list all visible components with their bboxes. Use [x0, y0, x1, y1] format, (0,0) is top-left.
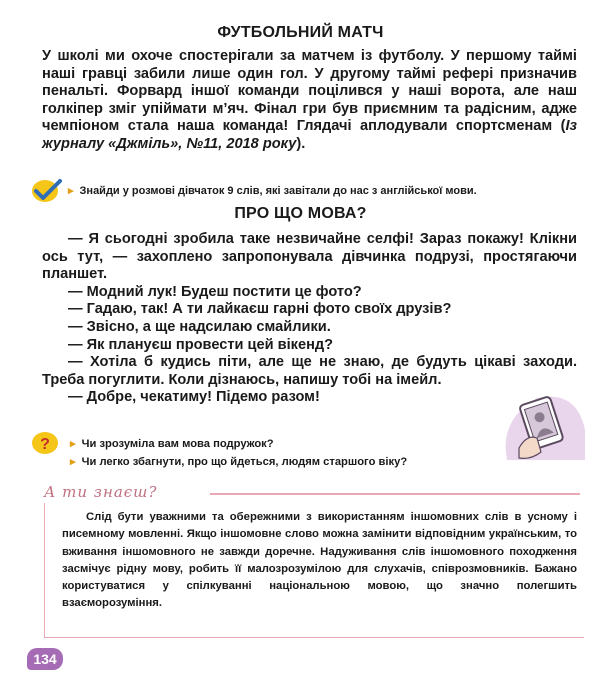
- dialogue-line: — Модний лук! Будеш постити це фото?: [68, 283, 362, 300]
- question-text: Чи легко збагнути, про що йдеться, людям старшого віку?: [81, 456, 408, 468]
- tablet-illustration: [497, 390, 587, 462]
- task-find-words-text: Знайди у розмові дівчаток 9 слів, які завітали до нас з англійської мови.: [79, 185, 477, 197]
- svg-text:?: ?: [40, 436, 50, 453]
- did-you-know-text: Слід бути уважними та обережними з використанням іншомовних слів в усному і писемному мовленні. Якщо іншомовне слово можна замінити відповідним українським, то вживання іншомовного не завжди доречне. Надуживання слів іншомовного походження засмічує рідну мову, робить її малозрозумілою для слухачів, співрозмовників. Бажано користуватися у спілкуванні національною мовою, що значно полегшить взаєморозуміння.: [62, 511, 577, 610]
- task-find-words: [68, 184, 477, 197]
- did-you-know-divider: [210, 493, 580, 495]
- close-paren: ).: [296, 135, 306, 152]
- question-text: Чи зрозуміла вам мова подружок?: [81, 438, 274, 450]
- arrow-icon: ▸: [70, 438, 76, 450]
- football-match-body: У школі ми охоче спостерігали за матчем із футболу. У першому таймі наші гравці забили лише один гол. У другому таймі рефері призначив пенальті. Форвард іншої команди поцілився у наші ворота, але наш голкіпер зміг упіймати м’яч. Фінал гри був приємним та радісним, адже чемпіоном стала наша команда! Глядачі аплодували спортсменам (: [42, 48, 577, 134]
- dialogue-line: — Гадаю, так! А ти лайкаєш гарні фото своїх друзів?: [68, 301, 452, 318]
- did-you-know-title: А ти знаєш?: [44, 483, 158, 501]
- source-citation: Із журналу «Джміль», №11, 2018 року: [42, 118, 577, 152]
- dialogue-line: — Як плануєш провести цей вікенд?: [68, 336, 334, 353]
- questions-list: [70, 435, 407, 471]
- arrow-icon: ▸: [70, 456, 76, 468]
- section-title-what-language: ПРО ЩО МОВА?: [234, 205, 367, 222]
- question-item: [70, 453, 407, 471]
- section-title-football-match: ФУТБОЛЬНИЙ МАТЧ: [217, 24, 384, 41]
- page-number-badge: 134: [27, 648, 63, 670]
- question-bubble-icon: [30, 430, 60, 456]
- question-item: [70, 435, 407, 453]
- arrow-icon: ▸: [68, 185, 74, 197]
- checkmark-bubble-icon: [30, 178, 64, 204]
- football-match-text: [42, 48, 577, 153]
- dialogue: [42, 231, 577, 407]
- dialogue-line: — Добре, чекатиму! Підемо разом!: [68, 389, 320, 406]
- dialogue-line: — Звісно, а ще надсилаю смайлики.: [68, 318, 331, 335]
- dialogue-line: — Я сьогодні зробила таке незвичайне селфі! Зараз покажу! Клікни ось тут, — захоплено запропонувала дівчинка подрузі, простягаючи планшет.: [42, 231, 577, 283]
- dialogue-line: — Хотіла б кудись піти, але ще не знаю, де будуть цікаві заходи. Треба погуглити. Коли дізнаюсь, напишу тобі на імейл.: [42, 354, 577, 388]
